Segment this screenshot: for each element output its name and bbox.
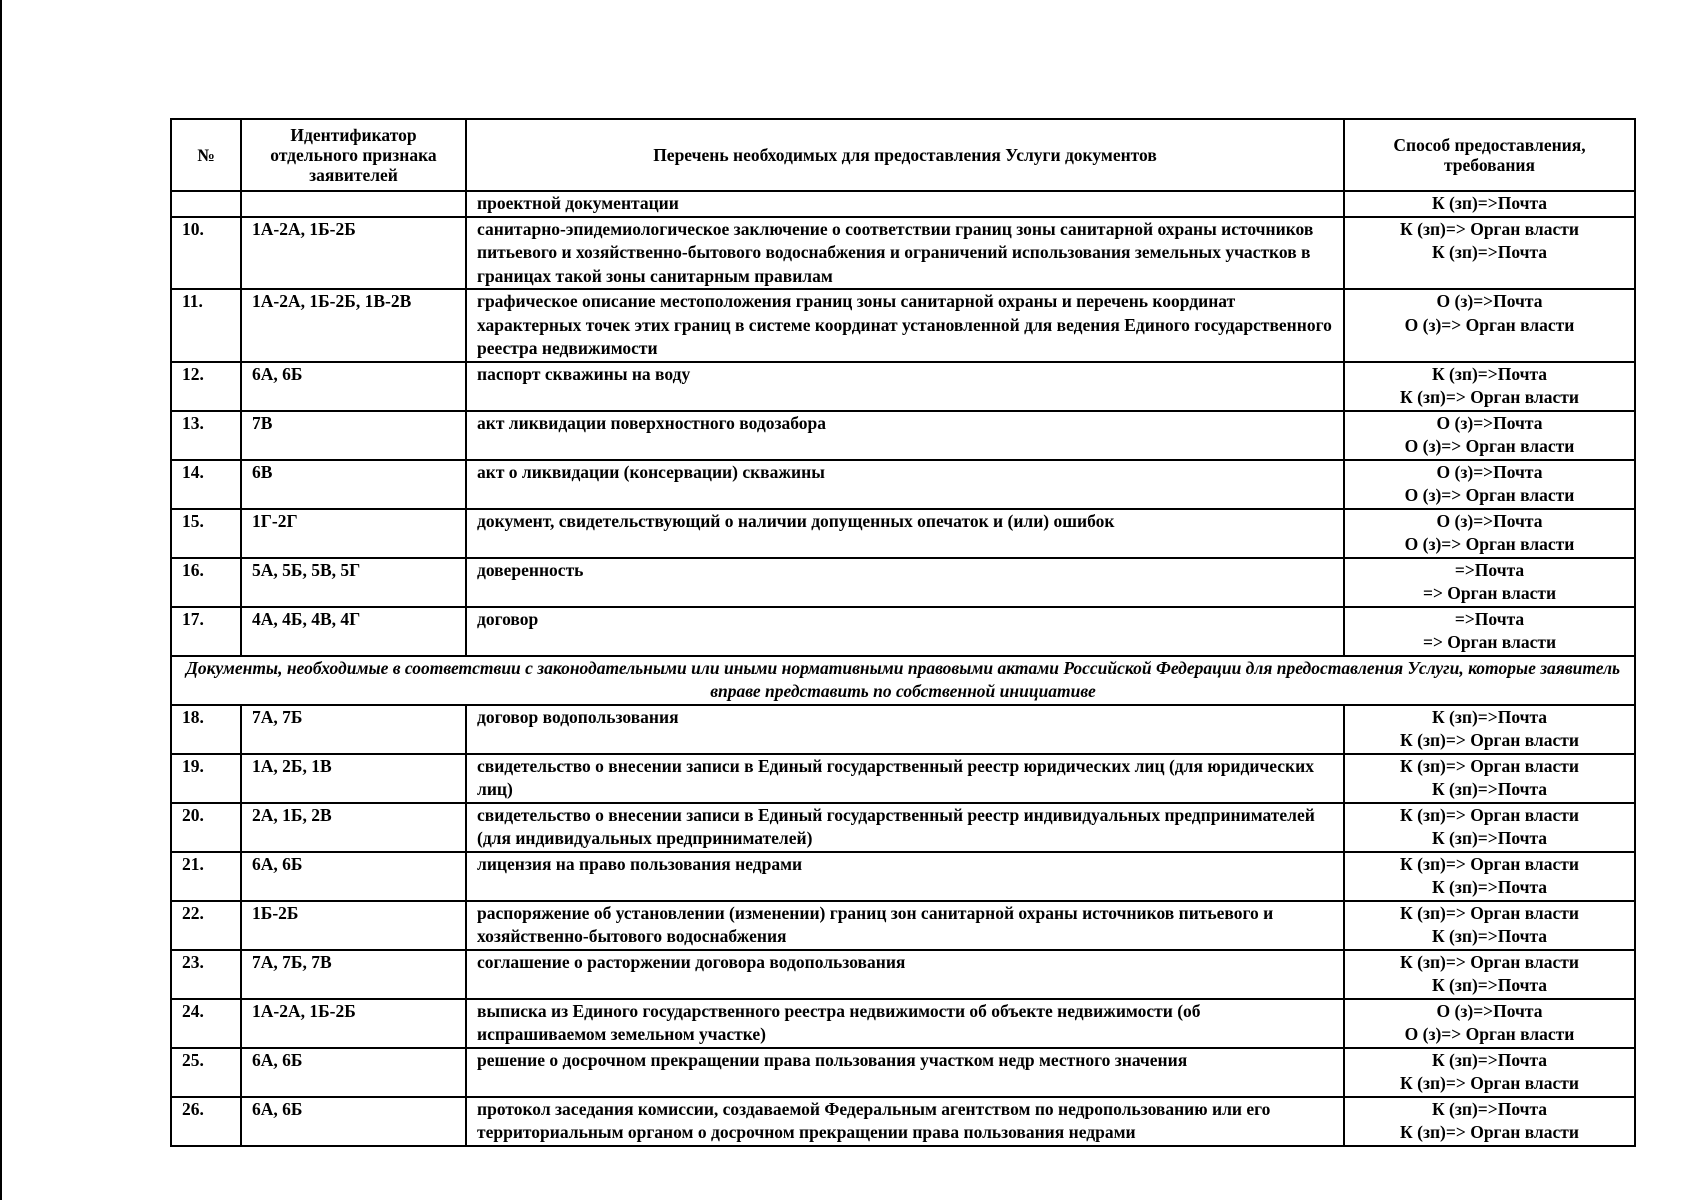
method-line: К (зп)=>Почта <box>1431 1049 1548 1070</box>
row-method <box>1344 217 1635 290</box>
row-identifier: 6В <box>241 460 466 509</box>
row-identifier: 4А, 4Б, 4В, 4Г <box>241 607 466 656</box>
table-row <box>171 509 1635 558</box>
row-number: 25. <box>171 1048 241 1097</box>
method-line: О (з)=> Орган власти <box>1404 534 1575 554</box>
method-line: =>Почта <box>1454 608 1525 629</box>
table-row <box>171 607 1635 656</box>
method-line: К (зп)=>Почта <box>1431 926 1548 946</box>
row-identifier: 6А, 6Б <box>241 1097 466 1146</box>
method-line: => Орган власти <box>1422 632 1557 652</box>
table-row <box>171 705 1635 754</box>
row-method <box>1344 1048 1635 1097</box>
row-document: свидетельство о внесении записи в Единый государственный реестр юридических лиц (для юридических лиц) <box>466 754 1344 803</box>
table-row <box>171 852 1635 901</box>
method-line: О (з)=> Орган власти <box>1404 314 1575 335</box>
row-number: 23. <box>171 950 241 999</box>
row-document: соглашение о расторжении договора водопользования <box>466 950 1344 999</box>
row-method <box>1344 705 1635 754</box>
row-method <box>1344 289 1635 362</box>
header-method: Способ предоставления, требования <box>1344 119 1635 191</box>
row-number: 24. <box>171 999 241 1048</box>
table-row <box>171 754 1635 803</box>
page-left-edge-line <box>0 0 2 1200</box>
method-line: К (зп)=>Почта <box>1431 828 1548 848</box>
method-line: =>Почта <box>1454 559 1525 580</box>
row-method <box>1344 191 1635 217</box>
method-line: О (з)=>Почта <box>1436 291 1543 311</box>
section-row <box>171 656 1635 705</box>
row-number <box>171 191 241 217</box>
method-line: К (зп)=>Почта <box>1431 779 1548 799</box>
method-line: К (зп)=>Почта <box>1431 706 1548 727</box>
header-number: № <box>171 119 241 191</box>
row-number: 10. <box>171 217 241 290</box>
row-number: 14. <box>171 460 241 509</box>
row-document: протокол заседания комиссии, создаваемой Федеральным агентством по недропользованию или его территориальным органом о досрочном прекращении права пользования недрами <box>466 1097 1344 1146</box>
table-header-row <box>171 119 1635 191</box>
row-document: решение о досрочном прекращении права пользования участком недр местного значения <box>466 1048 1344 1097</box>
row-method <box>1344 509 1635 558</box>
table-row <box>171 803 1635 852</box>
table-row <box>171 558 1635 607</box>
table-row <box>171 1097 1635 1146</box>
row-method <box>1344 1097 1635 1146</box>
row-document: санитарно-эпидемиологическое заключение о соответствии границ зоны санитарной охраны источников питьевого и хозяйственно-бытового водоснабжения и ограничений использования земельных участков в границах такой зоны санитарным правилам <box>466 217 1344 290</box>
method-line: К (зп)=>Почта <box>1431 363 1548 384</box>
method-line: О (з)=>Почта <box>1436 412 1543 433</box>
row-method <box>1344 754 1635 803</box>
table-body-optional <box>171 705 1635 1146</box>
row-number: 22. <box>171 901 241 950</box>
method-line: К (зп)=> Орган власти <box>1400 853 1579 874</box>
row-method <box>1344 901 1635 950</box>
row-identifier: 7В <box>241 411 466 460</box>
row-method <box>1344 950 1635 999</box>
method-line: К (зп)=> Орган власти <box>1400 1122 1579 1142</box>
row-document: проектной документации <box>466 191 1344 217</box>
header-identifier: Идентификатор отдельного признака заявителей <box>241 119 466 191</box>
row-document: акт о ликвидации (консервации) скважины <box>466 460 1344 509</box>
section-title: Документы, необходимые в соответствии с законодательными или иными нормативными правовыми актами Российской Федерации для предоставления Услуги, которые заявитель вправе представить по собственной инициативе <box>171 656 1635 705</box>
row-identifier: 1Б-2Б <box>241 901 466 950</box>
row-number: 15. <box>171 509 241 558</box>
row-method <box>1344 852 1635 901</box>
row-document: доверенность <box>466 558 1344 607</box>
row-identifier: 6А, 6Б <box>241 362 466 411</box>
method-line: К (зп)=> Орган власти <box>1400 730 1579 750</box>
method-line: О (з)=> Орган власти <box>1404 436 1575 456</box>
row-identifier: 7А, 7Б, 7В <box>241 950 466 999</box>
row-document: выписка из Единого государственного реестра недвижимости об объекте недвижимости (об испрашиваемом земельном участке) <box>466 999 1344 1048</box>
table-row <box>171 460 1635 509</box>
row-method <box>1344 999 1635 1048</box>
method-line: О (з)=>Почта <box>1436 461 1543 482</box>
method-line: О (з)=>Почта <box>1436 510 1543 531</box>
row-identifier: 6А, 6Б <box>241 1048 466 1097</box>
table-row <box>171 191 1635 217</box>
table-row <box>171 362 1635 411</box>
table-row <box>171 999 1635 1048</box>
row-document: документ, свидетельствующий о наличии допущенных опечаток и (или) ошибок <box>466 509 1344 558</box>
row-identifier <box>241 191 466 217</box>
row-identifier: 1А, 2Б, 1В <box>241 754 466 803</box>
row-identifier: 1А-2А, 1Б-2Б, 1В-2В <box>241 289 466 362</box>
table-body-required <box>171 191 1635 656</box>
row-number: 26. <box>171 1097 241 1146</box>
row-identifier: 1Г-2Г <box>241 509 466 558</box>
row-document: договор <box>466 607 1344 656</box>
row-method <box>1344 607 1635 656</box>
row-number: 17. <box>171 607 241 656</box>
method-line: К (зп)=> Орган власти <box>1400 951 1579 972</box>
row-method <box>1344 411 1635 460</box>
method-line: => Орган власти <box>1422 583 1557 603</box>
row-identifier: 6А, 6Б <box>241 852 466 901</box>
row-method <box>1344 803 1635 852</box>
row-document: распоряжение об установлении (изменении) границ зон санитарной охраны источников питьевого и хозяйственно-бытового водоснабжения <box>466 901 1344 950</box>
row-identifier: 2А, 1Б, 2В <box>241 803 466 852</box>
method-line: К (зп)=>Почта <box>1431 975 1548 995</box>
row-number: 20. <box>171 803 241 852</box>
method-line: К (зп)=> Орган власти <box>1400 1073 1579 1093</box>
row-document: акт ликвидации поверхностного водозабора <box>466 411 1344 460</box>
table-row <box>171 950 1635 999</box>
method-line: К (зп)=>Почта <box>1431 1098 1548 1119</box>
method-line: К (зп)=> Орган власти <box>1400 218 1579 239</box>
row-identifier: 1А-2А, 1Б-2Б <box>241 999 466 1048</box>
row-document: договор водопользования <box>466 705 1344 754</box>
row-number: 12. <box>171 362 241 411</box>
row-number: 16. <box>171 558 241 607</box>
row-identifier: 1А-2А, 1Б-2Б <box>241 217 466 290</box>
table-row <box>171 217 1635 290</box>
row-number: 18. <box>171 705 241 754</box>
header-documents: Перечень необходимых для предоставления Услуги документов <box>466 119 1344 191</box>
method-line: К (зп)=>Почта <box>1431 242 1548 262</box>
row-identifier: 5А, 5Б, 5В, 5Г <box>241 558 466 607</box>
row-document: графическое описание местоположения границ зоны санитарной охраны и перечень координат характерных точек этих границ в системе координат установленной для ведения Единого государственного реестра недвижимости <box>466 289 1344 362</box>
method-line: К (зп)=> Орган власти <box>1400 804 1579 825</box>
table-row <box>171 289 1635 362</box>
row-number: 11. <box>171 289 241 362</box>
table-section <box>171 656 1635 705</box>
method-line: К (зп)=> Орган власти <box>1400 755 1579 776</box>
row-document: свидетельство о внесении записи в Единый государственный реестр индивидуальных предпринимателей (для индивидуальных предпринимателей) <box>466 803 1344 852</box>
method-line: К (зп)=> Орган власти <box>1400 902 1579 923</box>
documents-table <box>170 118 1636 1147</box>
table-row <box>171 411 1635 460</box>
table-row <box>171 1048 1635 1097</box>
method-line: О (з)=>Почта <box>1436 1000 1543 1021</box>
method-line: О (з)=> Орган власти <box>1404 485 1575 505</box>
row-method <box>1344 558 1635 607</box>
method-line: К (зп)=>Почта <box>1431 193 1548 213</box>
row-number: 19. <box>171 754 241 803</box>
row-method <box>1344 460 1635 509</box>
row-number: 21. <box>171 852 241 901</box>
table-row <box>171 901 1635 950</box>
row-method <box>1344 362 1635 411</box>
method-line: К (зп)=>Почта <box>1431 877 1548 897</box>
row-identifier: 7А, 7Б <box>241 705 466 754</box>
row-document: паспорт скважины на воду <box>466 362 1344 411</box>
method-line: К (зп)=> Орган власти <box>1400 387 1579 407</box>
method-line: О (з)=> Орган власти <box>1404 1024 1575 1044</box>
row-document: лицензия на право пользования недрами <box>466 852 1344 901</box>
row-number: 13. <box>171 411 241 460</box>
